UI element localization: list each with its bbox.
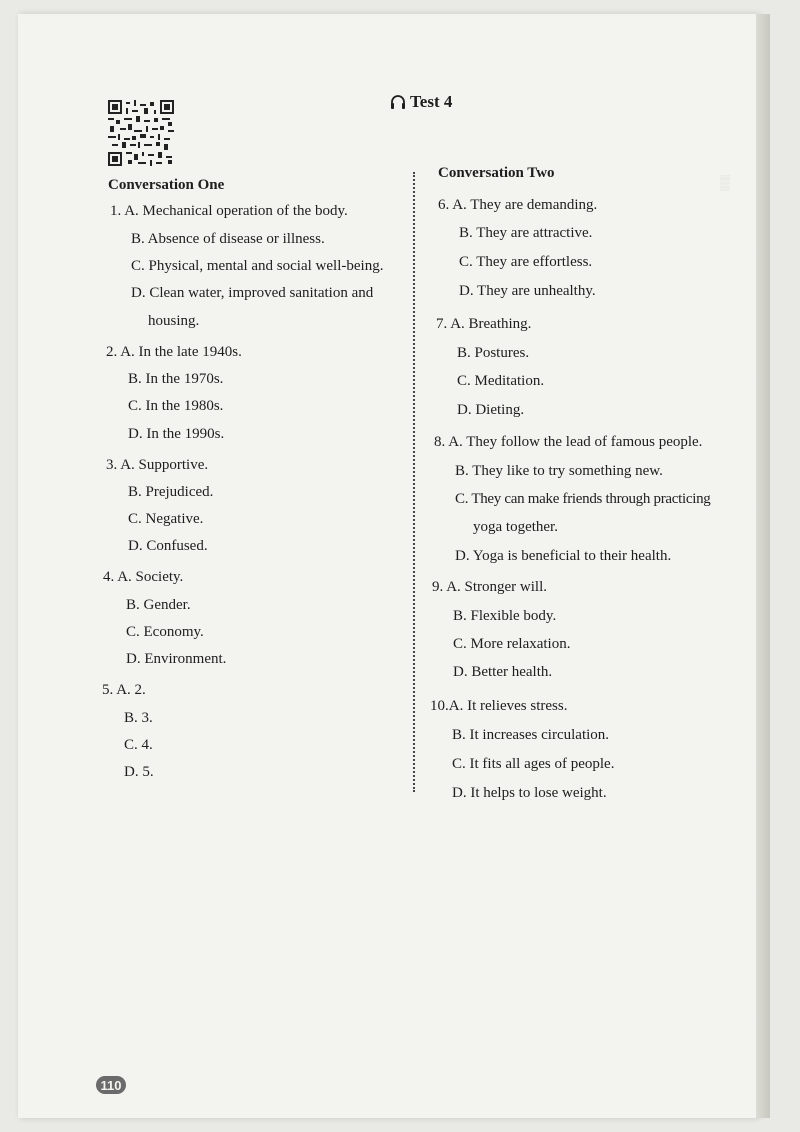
page-number: 110 — [96, 1076, 126, 1094]
option-b: B. Flexible body. — [453, 608, 557, 624]
question-10 — [430, 698, 567, 715]
question-8 — [434, 434, 702, 451]
option-d: D. Environment. — [126, 651, 227, 667]
question-number: 8. — [434, 434, 446, 450]
conversation-one-heading: Conversation One — [108, 177, 225, 193]
option-b: B. Absence of disease or illness. — [131, 231, 325, 247]
option-a: A. 2. — [116, 682, 146, 698]
question-number: 3. — [106, 457, 118, 473]
option-d: D. 5. — [124, 764, 154, 780]
option-a: A. It relieves stress. — [448, 698, 568, 714]
option-b: B. 3. — [124, 710, 153, 726]
option-b: B. Gender. — [126, 597, 191, 613]
option-b: B. Postures. — [457, 345, 530, 361]
title-text: Test 4 — [410, 92, 453, 111]
option-b: B. It increases circulation. — [452, 727, 610, 743]
option-c: C. Physical, mental and social well-being. — [131, 258, 384, 274]
qr-code-icon[interactable] — [108, 100, 174, 166]
option-a: A. Supportive. — [120, 457, 209, 473]
question-7 — [436, 316, 531, 333]
option-c: C. In the 1980s. — [128, 398, 224, 414]
option-d-continued: housing. — [148, 313, 200, 329]
question-number: 10. — [430, 698, 449, 714]
option-a: A. They follow the lead of famous people. — [448, 434, 703, 450]
option-c: C. Economy. — [126, 624, 204, 640]
option-d: D. Yoga is beneficial to their health. — [455, 548, 672, 564]
bleed-through-text: ▒ — [720, 176, 730, 191]
page-edge — [756, 14, 770, 1118]
option-c: C. Meditation. — [457, 373, 545, 389]
question-number: 1. — [110, 203, 122, 219]
question-number: 5. — [102, 682, 114, 698]
question-number: 6. — [438, 197, 450, 213]
option-d: D. Dieting. — [457, 402, 525, 418]
question-5 — [102, 682, 146, 699]
option-c: C. Negative. — [128, 511, 204, 527]
option-c: C. They are effortless. — [459, 254, 593, 270]
question-number: 2. — [106, 344, 118, 360]
option-c-continued: yoga together. — [473, 519, 558, 535]
option-b: B. They are attractive. — [459, 225, 593, 241]
option-d: D. Confused. — [128, 538, 208, 554]
question-4 — [103, 569, 183, 586]
option-a: A. Society. — [117, 569, 184, 585]
option-a: A. In the late 1940s. — [120, 344, 242, 360]
question-6 — [438, 197, 597, 214]
option-a: A. Breathing. — [450, 316, 532, 332]
question-1 — [110, 203, 348, 220]
option-c: C. 4. — [124, 737, 153, 753]
option-d: D. They are unhealthy. — [459, 283, 596, 299]
option-b: B. They like to try something new. — [455, 463, 663, 479]
question-number: 4. — [103, 569, 115, 585]
option-b: B. In the 1970s. — [128, 371, 224, 387]
option-a: A. Stronger will. — [446, 579, 548, 595]
option-c: C. It fits all ages of people. — [452, 756, 615, 772]
question-9 — [432, 579, 547, 596]
question-3 — [106, 457, 208, 474]
headphones-icon — [390, 94, 406, 110]
option-d: D. It helps to lose weight. — [452, 785, 607, 801]
option-a: A. They are demanding. — [452, 197, 598, 213]
option-d: D. In the 1990s. — [128, 426, 225, 442]
column-divider — [413, 172, 415, 792]
option-d: D. Clean water, improved sanitation and — [131, 285, 374, 301]
question-number: 9. — [432, 579, 444, 595]
test-title — [390, 92, 452, 112]
option-c: C. More relaxation. — [453, 636, 571, 652]
question-number: 7. — [436, 316, 448, 332]
question-2 — [106, 344, 242, 361]
option-c: C. They can make friends through practicing — [455, 491, 711, 507]
option-a: A. Mechanical operation of the body. — [124, 203, 348, 219]
option-d: D. Better health. — [453, 664, 553, 680]
conversation-two-heading: Conversation Two — [438, 165, 555, 181]
option-b: B. Prejudiced. — [128, 484, 214, 500]
